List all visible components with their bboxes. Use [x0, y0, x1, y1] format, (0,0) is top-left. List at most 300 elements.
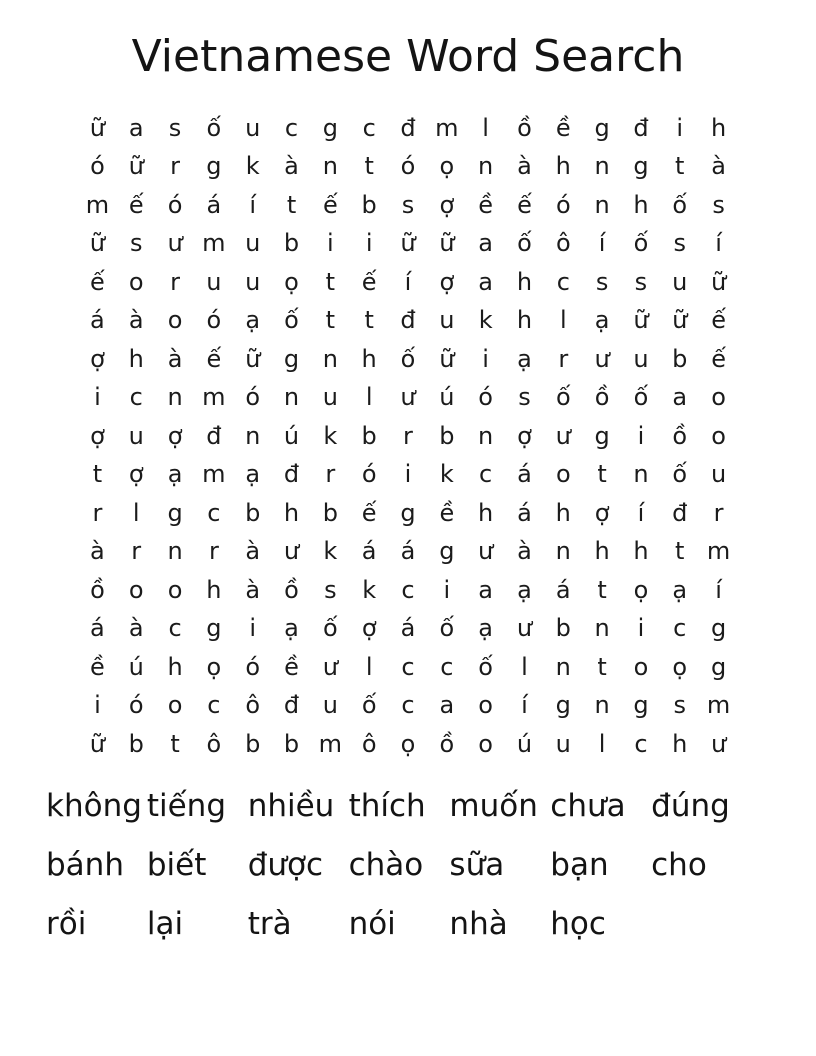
grid-cell: đ [633, 113, 649, 142]
grid-cell: á [400, 614, 416, 643]
grid-cell: ồ [90, 575, 105, 604]
word-bank-item: nhà [449, 906, 508, 943]
grid-cell: r [208, 537, 219, 566]
grid-cell: a [478, 229, 493, 258]
grid-cell: ó [90, 152, 105, 181]
grid-cell: c [673, 614, 687, 643]
grid-cell: í [637, 498, 645, 527]
grid-cell: n [322, 344, 338, 373]
grid-cell: ữ [439, 344, 455, 373]
grid-cell: i [327, 229, 334, 258]
grid-cell: à [517, 537, 532, 566]
grid-cell: c [207, 691, 221, 720]
grid-cell: ữ [633, 306, 649, 335]
grid-cell: i [637, 614, 645, 643]
grid-cell: b [555, 614, 571, 643]
grid-cell: ố [672, 460, 688, 489]
grid-cell: ạ [284, 614, 299, 643]
grid-cell: u [128, 421, 144, 450]
grid-cell: n [167, 383, 183, 412]
grid-cell: ữ [89, 229, 106, 258]
grid-cell: á [517, 460, 532, 489]
grid-cell: s [673, 691, 687, 720]
grid-cell: c [401, 691, 415, 720]
grid-cell: k [478, 306, 493, 335]
grid-cell: s [168, 113, 182, 142]
grid-cell: ố [206, 113, 222, 142]
grid-cell: c [362, 113, 376, 142]
grid-cell: ạ [672, 575, 688, 604]
grid-cell: o [478, 691, 493, 720]
grid-cell: o [167, 306, 183, 335]
grid-cell: g [439, 537, 455, 566]
grid-cell: o [128, 575, 144, 604]
grid-cell: ư [594, 344, 610, 373]
grid-cell: ữ [128, 152, 144, 181]
grid-cell: c [207, 498, 221, 527]
grid-cell: ọ [439, 152, 455, 181]
grid-cell: n [245, 421, 261, 450]
grid-cell: ợ [167, 421, 183, 450]
grid-cell: ợ [361, 614, 377, 643]
grid-cell: ô [555, 229, 571, 258]
grid-cell: l [132, 498, 140, 527]
grid-cell: u [245, 113, 261, 142]
grid-cell: b [283, 229, 300, 258]
grid-cell: ợ [90, 344, 105, 373]
grid-cell: ú [516, 729, 533, 758]
grid-cell: l [365, 383, 373, 412]
grid-cell: n [322, 152, 338, 181]
grid-cell: h [672, 729, 688, 758]
grid-cell: b [439, 421, 455, 450]
grid-cell: ố [555, 383, 571, 412]
grid-cell: g [206, 614, 222, 643]
grid-cell: ạ [167, 460, 183, 489]
grid-cell: n [167, 537, 183, 566]
word-bank-item: được [247, 847, 324, 884]
grid-cell: ó [400, 152, 416, 181]
grid-cell: ế [517, 190, 532, 219]
grid-cell: ó [478, 383, 493, 412]
word-bank-item: đúng [651, 788, 730, 825]
grid-cell: t [325, 306, 336, 335]
grid-cell: l [559, 306, 567, 335]
grid-cell: n [594, 190, 610, 219]
grid-cell: ư [555, 421, 571, 450]
grid-cell: ợ [128, 460, 144, 489]
grid-cell: ư [516, 614, 533, 643]
grid-cell: t [597, 575, 607, 604]
grid-cell: í [598, 229, 606, 258]
grid-cell: ô [206, 729, 222, 758]
grid-cell: ế [90, 267, 105, 296]
grid-cell: ữ [400, 229, 416, 258]
grid-cell: g [555, 691, 571, 720]
grid-cell: ế [711, 306, 726, 335]
grid-cell: l [598, 729, 606, 758]
grid-cell: r [325, 460, 336, 489]
grid-cell: ạ [245, 306, 261, 335]
grid-cell: h [516, 306, 533, 335]
grid-cell: l [482, 113, 489, 142]
grid-cell: h [555, 498, 571, 527]
grid-cell: h [361, 344, 377, 373]
grid-cell: ề [555, 113, 571, 142]
grid-cell: m [706, 537, 731, 566]
grid-cell: i [404, 460, 412, 489]
grid-cell: c [556, 267, 570, 296]
grid-cell: g [710, 614, 727, 643]
grid-cell: r [170, 267, 180, 296]
grid-cell: h [283, 498, 300, 527]
grid-cell: ố [323, 614, 338, 643]
grid-cell: b [322, 498, 338, 527]
grid-cell: m [85, 190, 110, 219]
grid-cell: ữ [245, 344, 261, 373]
grid-cell: ố [517, 229, 532, 258]
grid-cell: u [710, 460, 727, 489]
grid-cell: ó [361, 460, 377, 489]
grid-cell: t [675, 152, 685, 181]
grid-cell: c [440, 652, 454, 681]
grid-cell: i [637, 421, 645, 450]
grid-cell: b [283, 729, 300, 758]
grid-cell: g [633, 691, 649, 720]
grid-cell: m [202, 460, 226, 489]
grid-cell: t [675, 537, 685, 566]
word-bank-item: rồi [46, 906, 87, 943]
grid-cell: ố [284, 306, 299, 335]
grid-cell: g [594, 113, 610, 142]
grid-cell: ợ [594, 498, 610, 527]
grid-cell: u [439, 306, 455, 335]
grid-cell: ề [90, 652, 105, 681]
grid-cell: ạ [517, 344, 532, 373]
grid-cell: c [479, 460, 493, 489]
grid-cell: h [710, 113, 727, 142]
grid-cell: t [364, 152, 374, 181]
word-bank-item: thích [348, 788, 426, 825]
grid-cell: ề [284, 652, 299, 681]
grid-cell: o [711, 421, 726, 450]
grid-cell: n [633, 460, 649, 489]
word-bank-item: chưa [550, 788, 626, 825]
grid-cell: ợ [439, 190, 455, 219]
grid-cell: ô [361, 729, 377, 758]
grid-cell: ồ [594, 383, 610, 412]
grid-cell: á [555, 575, 571, 604]
grid-cell: s [324, 575, 337, 604]
grid-cell: á [206, 190, 222, 219]
grid-cell: c [284, 113, 299, 142]
grid-cell: ữ [439, 229, 455, 258]
grid-cell: s [401, 190, 415, 219]
grid-cell: ố [439, 614, 455, 643]
grid-cell: b [361, 190, 377, 219]
grid-cell: n [594, 614, 610, 643]
word-bank-item: cho [651, 847, 707, 884]
grid-cell: ố [633, 383, 649, 412]
word-bank-item: sữa [449, 847, 505, 884]
word-bank-item: nói [348, 906, 396, 943]
grid-cell: ọ [633, 575, 649, 604]
grid-cell: i [249, 614, 257, 643]
word-bank-item: học [550, 906, 606, 943]
grid-cell: ố [478, 652, 493, 681]
grid-cell: ọ [206, 652, 222, 681]
grid-cell: à [245, 575, 261, 604]
grid-cell: t [325, 267, 336, 296]
grid-cell: i [443, 575, 451, 604]
grid-cell: n [478, 152, 494, 181]
grid-cell: ư [322, 652, 338, 681]
grid-cell: c [168, 614, 182, 643]
grid-cell: đ [400, 113, 416, 142]
grid-cell: c [129, 383, 143, 412]
grid-cell: k [439, 460, 454, 489]
grid-cell: ữ [672, 306, 688, 335]
grid-cell: á [400, 537, 416, 566]
grid-cell: a [439, 691, 455, 720]
grid-cell: á [517, 498, 532, 527]
grid-cell: t [364, 306, 374, 335]
grid-cell: k [245, 152, 260, 181]
grid-cell: r [92, 498, 103, 527]
grid-cell: ọ [284, 267, 299, 296]
grid-cell: ó [245, 652, 261, 681]
grid-cell: đ [283, 460, 300, 489]
grid-cell: ế [322, 190, 338, 219]
grid-cell: ó [206, 306, 222, 335]
grid-cell: i [482, 344, 489, 373]
grid-cell: à [128, 306, 144, 335]
grid-cell: b [361, 421, 377, 450]
grid-cell: ố [400, 344, 416, 373]
grid-cell: u [322, 691, 338, 720]
grid-cell: đ [206, 421, 222, 450]
grid-cell: s [673, 229, 687, 258]
grid-cell: ô [245, 691, 261, 720]
word-bank-item: không [46, 788, 142, 825]
grid-cell: m [706, 691, 731, 720]
grid-cell: o [633, 652, 649, 681]
grid-cell: r [131, 537, 142, 566]
grid-cell: c [401, 575, 415, 604]
grid-cell: à [90, 537, 105, 566]
grid-cell: t [92, 460, 103, 489]
grid-cell: h [167, 652, 183, 681]
grid-cell: í [521, 691, 528, 720]
grid-cell: u [322, 383, 338, 412]
grid-cell: à [128, 614, 144, 643]
grid-cell: à [517, 152, 532, 181]
grid-cell: ữ [89, 729, 106, 758]
grid-cell: ợ [439, 267, 455, 296]
grid-cell: m [435, 113, 459, 142]
grid-cell: o [128, 267, 144, 296]
grid-cell: h [478, 498, 494, 527]
grid-cell: s [595, 267, 609, 296]
grid-cell: ợ [90, 421, 105, 450]
grid-cell: ạ [245, 460, 261, 489]
grid-cell: a [128, 113, 144, 142]
grid-cell: á [361, 537, 377, 566]
grid-cell: o [555, 460, 571, 489]
grid-cell: b [128, 729, 144, 758]
grid-cell: ữ [89, 113, 106, 142]
grid-cell: ố [633, 229, 649, 258]
grid-cell: ó [128, 691, 144, 720]
grid-cell: ố [672, 190, 688, 219]
grid-cell: t [286, 190, 297, 219]
grid-cell: n [478, 421, 494, 450]
grid-cell: ố [361, 691, 377, 720]
grid-cell: ế [361, 498, 377, 527]
word-bank-item: trà [247, 906, 292, 943]
grid-cell: ợ [517, 421, 532, 450]
grid-cell: á [90, 614, 105, 643]
grid-cell: ú [439, 383, 455, 412]
grid-cell: g [167, 498, 183, 527]
grid-cell: g [322, 113, 338, 142]
word-bank-item: chào [348, 847, 424, 884]
grid-cell: h [555, 152, 571, 181]
grid-cell: í [715, 575, 722, 604]
grid-cell: b [245, 729, 261, 758]
grid-cell: u [555, 729, 571, 758]
grid-cell: đ [400, 306, 416, 335]
grid-cell: k [323, 537, 338, 566]
grid-cell: g [633, 152, 649, 181]
word-bank-item: muốn [449, 788, 538, 825]
grid-cell: u [245, 229, 261, 258]
grid-cell: b [245, 498, 261, 527]
grid-cell: n [555, 652, 571, 681]
grid-cell: ạ [594, 306, 610, 335]
grid-cell: h [516, 267, 533, 296]
grid-cell: ó [555, 190, 571, 219]
grid-cell: ọ [672, 652, 688, 681]
grid-cell: ư [710, 729, 727, 758]
grid-cell: g [283, 344, 300, 373]
grid-cell: i [676, 113, 684, 142]
grid-cell: i [94, 691, 101, 720]
word-bank-item: bánh [46, 847, 124, 884]
grid-cell: ồ [672, 421, 688, 450]
word-bank-item: nhiều [247, 788, 335, 825]
grid-cell: ư [167, 229, 183, 258]
grid-cell: o [167, 575, 183, 604]
grid-cell: ồ [439, 729, 455, 758]
grid-cell: ề [478, 190, 494, 219]
grid-cell: a [478, 575, 493, 604]
grid-cell: h [594, 537, 610, 566]
grid-cell: s [518, 383, 531, 412]
grid-cell: í [404, 267, 412, 296]
grid-cell: r [403, 421, 413, 450]
grid-cell: l [521, 652, 528, 681]
grid-cell: o [711, 383, 726, 412]
grid-cell: c [634, 729, 648, 758]
grid-cell: ế [128, 190, 144, 219]
grid-cell: i [365, 229, 373, 258]
grid-cell: á [90, 306, 105, 335]
grid-cell: ế [711, 344, 726, 373]
grid-cell: u [206, 267, 222, 296]
grid-cell: t [597, 460, 607, 489]
grid-cell: r [558, 344, 569, 373]
grid-cell: u [672, 267, 688, 296]
grid-cell: à [284, 152, 299, 181]
grid-cell: ế [206, 344, 222, 373]
grid-cell: o [478, 729, 493, 758]
letter-grid [78, 109, 738, 764]
grid-cell: r [170, 152, 180, 181]
word-bank-item: lại [146, 906, 184, 943]
grid-cell: í [249, 190, 257, 219]
grid-cell: ạ [517, 575, 532, 604]
grid-cell: b [672, 344, 688, 373]
grid-cell: k [362, 575, 377, 604]
grid-cell: ề [439, 498, 455, 527]
grid-cell: ồ [517, 113, 532, 142]
grid-cell: m [318, 729, 343, 758]
grid-cell: a [672, 383, 688, 412]
grid-cell: ồ [284, 575, 299, 604]
grid-cell: t [597, 652, 607, 681]
grid-cell: i [94, 383, 101, 412]
grid-cell: ế [361, 267, 377, 296]
word-bank-item: tiếng [146, 788, 227, 825]
grid-cell: m [202, 383, 226, 412]
grid-cell: g [594, 421, 610, 450]
grid-cell: s [712, 190, 725, 219]
grid-cell: k [323, 421, 338, 450]
grid-cell: r [713, 498, 724, 527]
word-bank-item: biết [146, 847, 207, 884]
grid-cell: ú [128, 652, 144, 681]
grid-cell: o [167, 691, 183, 720]
page-title: Vietnamese Word Search [131, 31, 685, 82]
grid-cell: h [206, 575, 222, 604]
grid-cell: í [715, 229, 722, 258]
grid-cell: g [710, 652, 727, 681]
grid-cell: à [245, 537, 261, 566]
grid-cell: u [245, 267, 261, 296]
grid-cell: l [365, 652, 373, 681]
grid-cell: n [283, 383, 300, 412]
grid-cell: a [478, 267, 493, 296]
grid-cell: g [206, 152, 222, 181]
grid-cell: à [711, 152, 726, 181]
grid-cell: ạ [478, 614, 493, 643]
grid-cell: à [167, 344, 183, 373]
grid-cell: s [129, 229, 143, 258]
grid-cell: ú [283, 421, 300, 450]
grid-cell: h [128, 344, 144, 373]
grid-cell: đ [672, 498, 688, 527]
grid-cell: h [633, 190, 649, 219]
grid-cell: u [633, 344, 649, 373]
grid-cell: đ [283, 691, 300, 720]
grid-cell: ư [478, 537, 494, 566]
grid-cell: c [401, 652, 415, 681]
grid-cell: t [170, 729, 180, 758]
grid-cell: s [634, 267, 648, 296]
grid-cell: n [555, 537, 571, 566]
grid-cell: ó [167, 190, 183, 219]
